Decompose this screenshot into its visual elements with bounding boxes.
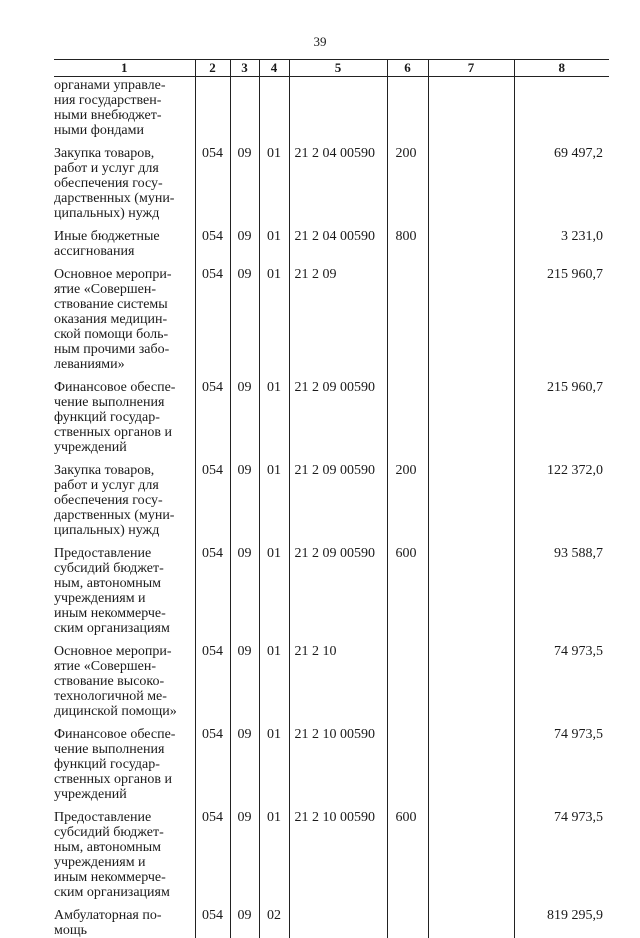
item-name-line: ципальных) нужд <box>54 523 191 538</box>
table-row <box>54 138 609 221</box>
amount-cell <box>514 77 609 139</box>
column-header-2: 2 <box>195 60 230 77</box>
expense-type-cell: 200 <box>387 138 428 221</box>
item-name-line: ным прочими забо- <box>54 342 191 357</box>
expense-type-cell: 800 <box>387 221 428 259</box>
item-name-line: мощь <box>54 923 191 938</box>
subsection-cell: 01 <box>259 221 289 259</box>
item-name-line: Финансовое обеспе- <box>54 380 191 395</box>
column-header-5: 5 <box>289 60 387 77</box>
item-name-line: дицинской помощи» <box>54 704 191 719</box>
item-name-line: чение выполнения <box>54 742 191 757</box>
table-row <box>54 77 609 139</box>
item-name-line: Закупка товаров, <box>54 463 191 478</box>
item-name-line: ствование системы <box>54 297 191 312</box>
empty-cell <box>428 636 514 719</box>
code-cell: 054 <box>195 259 230 372</box>
code-cell <box>195 77 230 139</box>
subsection-cell: 01 <box>259 719 289 802</box>
item-name-cell <box>54 455 195 538</box>
empty-cell <box>428 372 514 455</box>
item-name-line: ятие «Совершен- <box>54 282 191 297</box>
section-cell: 09 <box>230 900 259 938</box>
item-name-line: ским организациям <box>54 885 191 900</box>
section-cell: 09 <box>230 802 259 900</box>
target-article-cell: 21 2 09 <box>289 259 387 372</box>
item-name-line: ципальных) нужд <box>54 206 191 221</box>
amount-cell: 3 231,0 <box>514 221 609 259</box>
item-name-line: субсидий бюджет- <box>54 561 191 576</box>
item-name-line: учреждений <box>54 440 191 455</box>
item-name-line: Финансовое обеспе- <box>54 727 191 742</box>
target-article-cell: 21 2 10 <box>289 636 387 719</box>
code-cell: 054 <box>195 636 230 719</box>
item-name-line: ными внебюджет- <box>54 108 191 123</box>
column-header-6: 6 <box>387 60 428 77</box>
subsection-cell: 02 <box>259 900 289 938</box>
amount-cell: 74 973,5 <box>514 719 609 802</box>
section-cell: 09 <box>230 455 259 538</box>
table-row <box>54 221 609 259</box>
column-header-4: 4 <box>259 60 289 77</box>
item-name-line: учреждениям и <box>54 591 191 606</box>
header-row <box>54 60 609 77</box>
item-name-line: Иные бюджетные <box>54 229 191 244</box>
item-name-line: иным некоммерче- <box>54 606 191 621</box>
code-cell: 054 <box>195 538 230 636</box>
item-name-cell <box>54 900 195 938</box>
table-row <box>54 538 609 636</box>
item-name-line: оказания медицин- <box>54 312 191 327</box>
item-name-line: Основное меропри- <box>54 644 191 659</box>
item-name-line: чение выполнения <box>54 395 191 410</box>
table-row <box>54 802 609 900</box>
section-cell: 09 <box>230 221 259 259</box>
table-row <box>54 372 609 455</box>
empty-cell <box>428 77 514 139</box>
item-name-cell <box>54 138 195 221</box>
item-name-line: учреждений <box>54 787 191 802</box>
empty-cell <box>428 259 514 372</box>
item-name-line: технологичной ме- <box>54 689 191 704</box>
section-cell <box>230 77 259 139</box>
code-cell: 054 <box>195 900 230 938</box>
item-name-cell <box>54 636 195 719</box>
amount-cell: 74 973,5 <box>514 802 609 900</box>
item-name-cell <box>54 719 195 802</box>
code-cell: 054 <box>195 221 230 259</box>
item-name-line: ным, автономным <box>54 840 191 855</box>
item-name-line: функций государ- <box>54 757 191 772</box>
item-name-cell <box>54 538 195 636</box>
subsection-cell: 01 <box>259 372 289 455</box>
item-name-line: ния государствен- <box>54 93 191 108</box>
item-name-line: учреждениям и <box>54 855 191 870</box>
item-name-line: Амбулаторная по- <box>54 908 191 923</box>
item-name-line: ственных органов и <box>54 772 191 787</box>
expense-type-cell <box>387 372 428 455</box>
item-name-line: Предоставление <box>54 810 191 825</box>
target-article-cell <box>289 900 387 938</box>
empty-cell <box>428 455 514 538</box>
empty-cell <box>428 900 514 938</box>
item-name-line: ассигнования <box>54 244 191 259</box>
table-row <box>54 719 609 802</box>
item-name-cell <box>54 259 195 372</box>
item-name-line: дарственных (муни- <box>54 508 191 523</box>
amount-cell: 69 497,2 <box>514 138 609 221</box>
expense-type-cell <box>387 636 428 719</box>
target-article-cell: 21 2 10 00590 <box>289 719 387 802</box>
column-header-7: 7 <box>428 60 514 77</box>
column-header-1: 1 <box>54 60 195 77</box>
table-row <box>54 455 609 538</box>
amount-cell: 74 973,5 <box>514 636 609 719</box>
item-name-line: ным, автономным <box>54 576 191 591</box>
expense-type-cell: 600 <box>387 538 428 636</box>
empty-cell <box>428 802 514 900</box>
table-body <box>54 77 609 938</box>
item-name-line: Основное меропри- <box>54 267 191 282</box>
empty-cell <box>428 138 514 221</box>
budget-table <box>54 59 609 938</box>
item-name-line: ятие «Совершен- <box>54 659 191 674</box>
section-cell: 09 <box>230 538 259 636</box>
amount-cell: 819 295,9 <box>514 900 609 938</box>
section-cell: 09 <box>230 636 259 719</box>
section-cell: 09 <box>230 372 259 455</box>
expense-type-cell <box>387 900 428 938</box>
item-name-line: иным некоммерче- <box>54 870 191 885</box>
code-cell: 054 <box>195 802 230 900</box>
item-name-line: ственных органов и <box>54 425 191 440</box>
page-number: 39 <box>0 34 640 50</box>
amount-cell: 215 960,7 <box>514 372 609 455</box>
empty-cell <box>428 221 514 259</box>
target-article-cell: 21 2 04 00590 <box>289 138 387 221</box>
expense-type-cell: 200 <box>387 455 428 538</box>
section-cell: 09 <box>230 138 259 221</box>
target-article-cell: 21 2 10 00590 <box>289 802 387 900</box>
target-article-cell <box>289 77 387 139</box>
column-header-8: 8 <box>514 60 609 77</box>
code-cell: 054 <box>195 138 230 221</box>
item-name-line: обеспечения госу- <box>54 176 191 191</box>
item-name-line: дарственных (муни- <box>54 191 191 206</box>
table-row <box>54 259 609 372</box>
item-name-line: леваниями» <box>54 357 191 372</box>
amount-cell: 93 588,7 <box>514 538 609 636</box>
code-cell: 054 <box>195 372 230 455</box>
table-row <box>54 636 609 719</box>
item-name-line: функций государ- <box>54 410 191 425</box>
section-cell: 09 <box>230 259 259 372</box>
item-name-cell <box>54 802 195 900</box>
item-name-line: ской помощи боль- <box>54 327 191 342</box>
column-header-3: 3 <box>230 60 259 77</box>
target-article-cell: 21 2 09 00590 <box>289 372 387 455</box>
code-cell: 054 <box>195 455 230 538</box>
item-name-line: работ и услуг для <box>54 161 191 176</box>
code-cell: 054 <box>195 719 230 802</box>
amount-cell: 122 372,0 <box>514 455 609 538</box>
subsection-cell: 01 <box>259 636 289 719</box>
item-name-cell <box>54 221 195 259</box>
amount-cell: 215 960,7 <box>514 259 609 372</box>
table-row <box>54 900 609 938</box>
subsection-cell: 01 <box>259 455 289 538</box>
subsection-cell: 01 <box>259 259 289 372</box>
target-article-cell: 21 2 09 00590 <box>289 455 387 538</box>
subsection-cell: 01 <box>259 538 289 636</box>
expense-type-cell <box>387 719 428 802</box>
item-name-line: ствование высоко- <box>54 674 191 689</box>
item-name-line: субсидий бюджет- <box>54 825 191 840</box>
item-name-cell <box>54 372 195 455</box>
expense-type-cell <box>387 259 428 372</box>
item-name-line: обеспечения госу- <box>54 493 191 508</box>
empty-cell <box>428 719 514 802</box>
item-name-line: ским организациям <box>54 621 191 636</box>
target-article-cell: 21 2 09 00590 <box>289 538 387 636</box>
empty-cell <box>428 538 514 636</box>
item-name-line: органами управле- <box>54 78 191 93</box>
item-name-line: Закупка товаров, <box>54 146 191 161</box>
target-article-cell: 21 2 04 00590 <box>289 221 387 259</box>
section-cell: 09 <box>230 719 259 802</box>
subsection-cell: 01 <box>259 138 289 221</box>
item-name-line: Предоставление <box>54 546 191 561</box>
subsection-cell <box>259 77 289 139</box>
subsection-cell: 01 <box>259 802 289 900</box>
item-name-line: работ и услуг для <box>54 478 191 493</box>
item-name-line: ными фондами <box>54 123 191 138</box>
expense-type-cell: 600 <box>387 802 428 900</box>
expense-type-cell <box>387 77 428 139</box>
item-name-cell <box>54 77 195 139</box>
